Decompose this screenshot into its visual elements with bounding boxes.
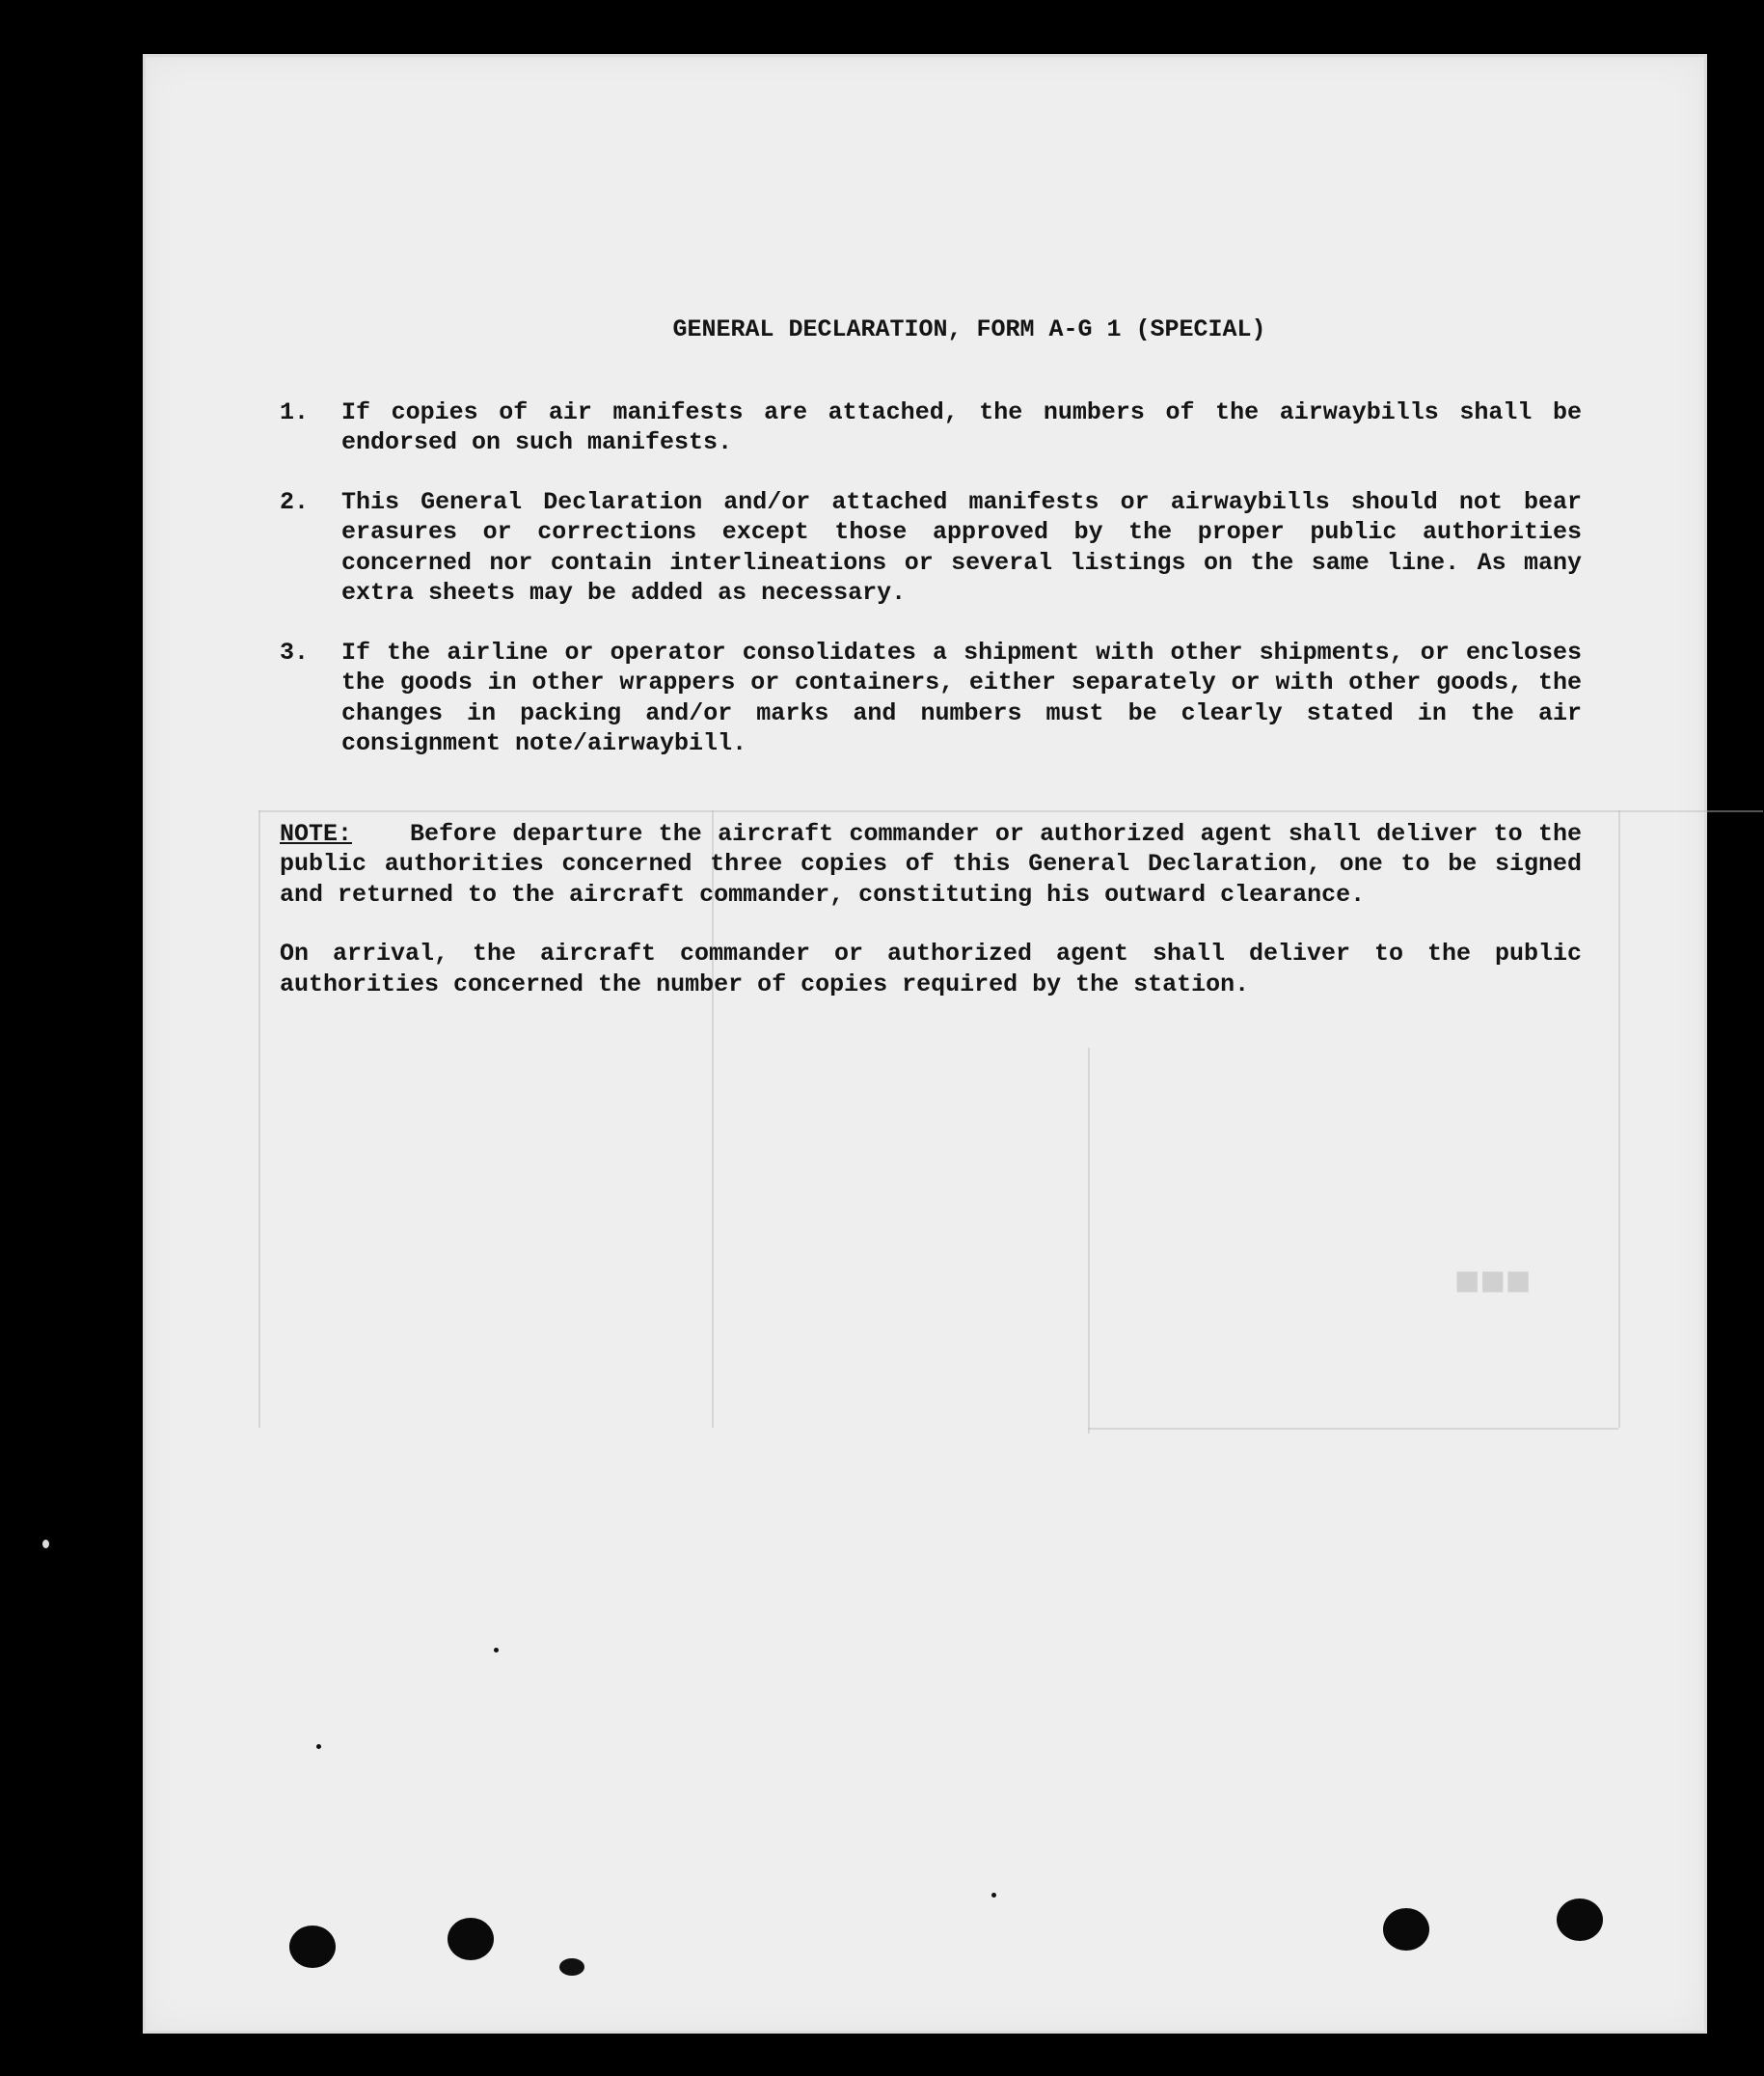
- punch-hole: [1383, 1908, 1429, 1951]
- item-text: If copies of air manifests are attached, the numbers of the airwaybills shall be endorsed on such manifests.: [341, 397, 1582, 456]
- instruction-item-2: [280, 487, 1582, 609]
- bleed-through-rule: [258, 810, 260, 1428]
- note-label: NOTE:: [280, 819, 353, 848]
- punch-hole: [289, 1926, 336, 1968]
- item-text: If the airline or operator consolidates a shipment with other shipments, or encloses the goods in other wrappers or containers, either separately or with other goods, the changes in packing and/or marks and numbers must be clearly stated in the air consignment note/airwaybill.: [341, 638, 1582, 757]
- speck: [559, 1958, 584, 1976]
- speck: [991, 1893, 996, 1898]
- speck: [42, 1540, 49, 1548]
- bleed-through-rule: [1088, 1428, 1618, 1430]
- instruction-item-1: [280, 397, 1582, 458]
- item-number: 2.: [280, 487, 310, 516]
- note-paragraph: [280, 819, 1582, 911]
- speck: [316, 1744, 321, 1749]
- punch-hole: [448, 1918, 494, 1960]
- item-number: 3.: [280, 638, 310, 667]
- note-text: Before departure the aircraft commander or authorized agent shall deliver to the public authorities concerned three copies of this General Declaration, one to be signed and returned to the aircraft commander, constituting his outward clearance.: [280, 819, 1582, 909]
- bleed-through-mark: ■■■: [1454, 1260, 1532, 1308]
- bleed-through-rule: [1088, 1048, 1090, 1434]
- bleed-through-rule: [1618, 810, 1620, 1428]
- speck: [494, 1648, 499, 1653]
- arrival-paragraph: On arrival, the aircraft commander or authorized agent shall deliver to the public authorities concerned the number of copies required by the station.: [280, 940, 1582, 998]
- document-body: [280, 314, 1582, 999]
- item-text: This General Declaration and/or attached manifests or airwaybills should not bear erasures or corrections except those approved by the proper public authorities concerned nor contain interlineations or several listings on the same line. As many extra sheets may be added as necessary.: [341, 487, 1582, 607]
- instruction-item-3: [280, 638, 1582, 759]
- document-title: GENERAL DECLARATION, FORM A-G 1 (SPECIAL): [672, 315, 1266, 343]
- item-number: 1.: [280, 397, 310, 426]
- punch-hole: [1557, 1898, 1603, 1941]
